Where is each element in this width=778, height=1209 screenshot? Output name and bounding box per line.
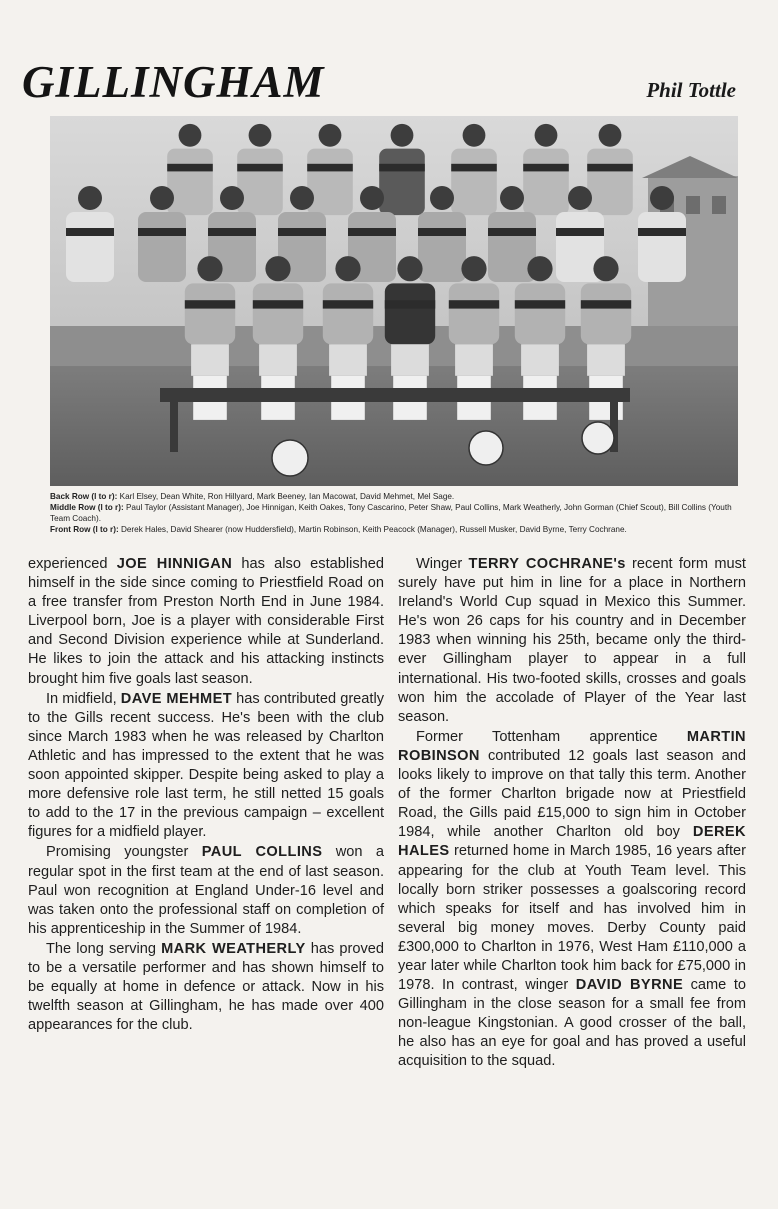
paragraph-text: returned home in March 1985, 16 years after appearing for the club at Youth Team level. This locally born striker possesses a goalscoring record which speaks for itself and has involved him in several big money moves. Derby County paid £300,000 to Charlton in 1976, West Ham £110,000 a year later while Charlton took him back for £75,000 in 1978. In contrast, winger [398,843,746,994]
caption-back-label: Back Row (l to r): [50,492,118,501]
player-name: MARK WEATHERLY [161,940,306,957]
paragraph-text: contributed 12 goals last season and looks likely to improve on that tally this term. Another of the former Charlton brigade now at Priestfield Road, the Gills paid £15,000 to sign him in October 1984, while another Charlton old boy [398,747,746,841]
player-name: DAVID BYRNE [575,977,684,994]
left-column [28,555,384,1035]
right-column [398,555,746,1072]
paragraph-text: Winger [416,556,469,572]
paragraph [28,555,384,689]
paragraph [28,843,384,938]
player-name: DEREK HALES [398,824,746,860]
paragraph-text: recent form must surely have put him in line for a place in Northern Ireland's World Cup squad in Mexico this Summer. He's won 26 caps for his country and in December 1983 when winning his 25th, became only the third-ever Gillingham player to appear in a full international. His two-footed skills, crosses and goals won him the accolade of Player of the Year last season. [398,556,746,725]
caption-middle-row [50,502,750,524]
paragraph-text: Promising youngster [46,844,202,861]
caption-back-row [50,491,750,502]
player-name: MARTIN ROBINSON [398,728,746,764]
paragraph-text: won a regular spot in the first team at the end of last season. Paul won recognition at England Under-16 level and was taken onto the professional staff on completion of his apprenticeship in the Summer of 1984. [28,844,384,937]
paragraph-text: has contributed greatly to the Gills recent success. He's been with the club since March 1983 when he was released by Charlton Athletic and has impressed to the extent that he was soon appointed skipper. Despite being asked to play a more defensive role last term, he still netted 15 goals to add to the 17 in the previous campaign – excellent figures for a midfield player. [28,690,385,841]
paragraph [28,940,384,1035]
caption-front-text: Derek Hales, David Shearer (now Huddersfield), Martin Robinson, Keith Peacock (Manager), Russell Musker, David Byrne, Terry Cochrane. [118,525,627,534]
player-name: TERRY COCHRANE's [468,556,626,572]
paragraph-text: has proved to be a versatile performer and has shown himself to be equally at home in defence or attack. Now in his twelfth season at Gillingham, he has made over 400 appearances for the club. [28,940,385,1034]
paragraph-text: has also established himself in the side since coming to Priestfield Road on a free transfer from Preston North End in June 1984. Liverpool born, Joe is a player with considerable First and Second Division experience while at Sunderland. He likes to join the attack and his attacking instincts brought him five goals last season. [28,556,384,687]
caption-front-label: Front Row (l to r): [50,525,119,534]
player-name: DAVE MEHMET [120,690,233,707]
paragraph-text: In midfield, [46,690,121,707]
caption-front-row [50,524,750,535]
paragraph-text: came to Gillingham in the close season for a small fee from non-league Kingstonian. A good crosser of the ball, he also has an eye for goal and has proved a useful acquisition to the squad. [398,977,746,1070]
paragraph [398,728,746,1072]
photo-caption [50,491,750,535]
caption-back-text: Karl Elsey, Dean White, Ron Hillyard, Mark Beeney, Ian Macowat, David Mehmet, Mel Sage. [117,492,455,501]
paragraph-text: experienced [28,556,117,572]
author-byline: Phil Tottle [646,78,736,102]
paragraph-text: Former Tottenham apprentice [416,728,687,745]
paragraph [398,555,746,727]
team-photo-illustration [50,116,738,486]
caption-middle-label: Middle Row (l to r): [50,503,124,512]
team-photo [50,116,738,486]
caption-middle-text: Paul Taylor (Assistant Manager), Joe Hinnigan, Keith Oakes, Tony Cascarino, Peter Shaw, Paul Collins, Mark Weatherly, John Gorman (Chief Scout), Bill Collins (Youth Team Coach). [50,503,732,523]
player-name: PAUL COLLINS [201,844,323,861]
player-name: JOE HINNIGAN [116,556,233,572]
paragraph [28,690,384,843]
paragraph-text: The long serving [46,940,162,957]
page-title: GILLINGHAM [22,57,325,107]
